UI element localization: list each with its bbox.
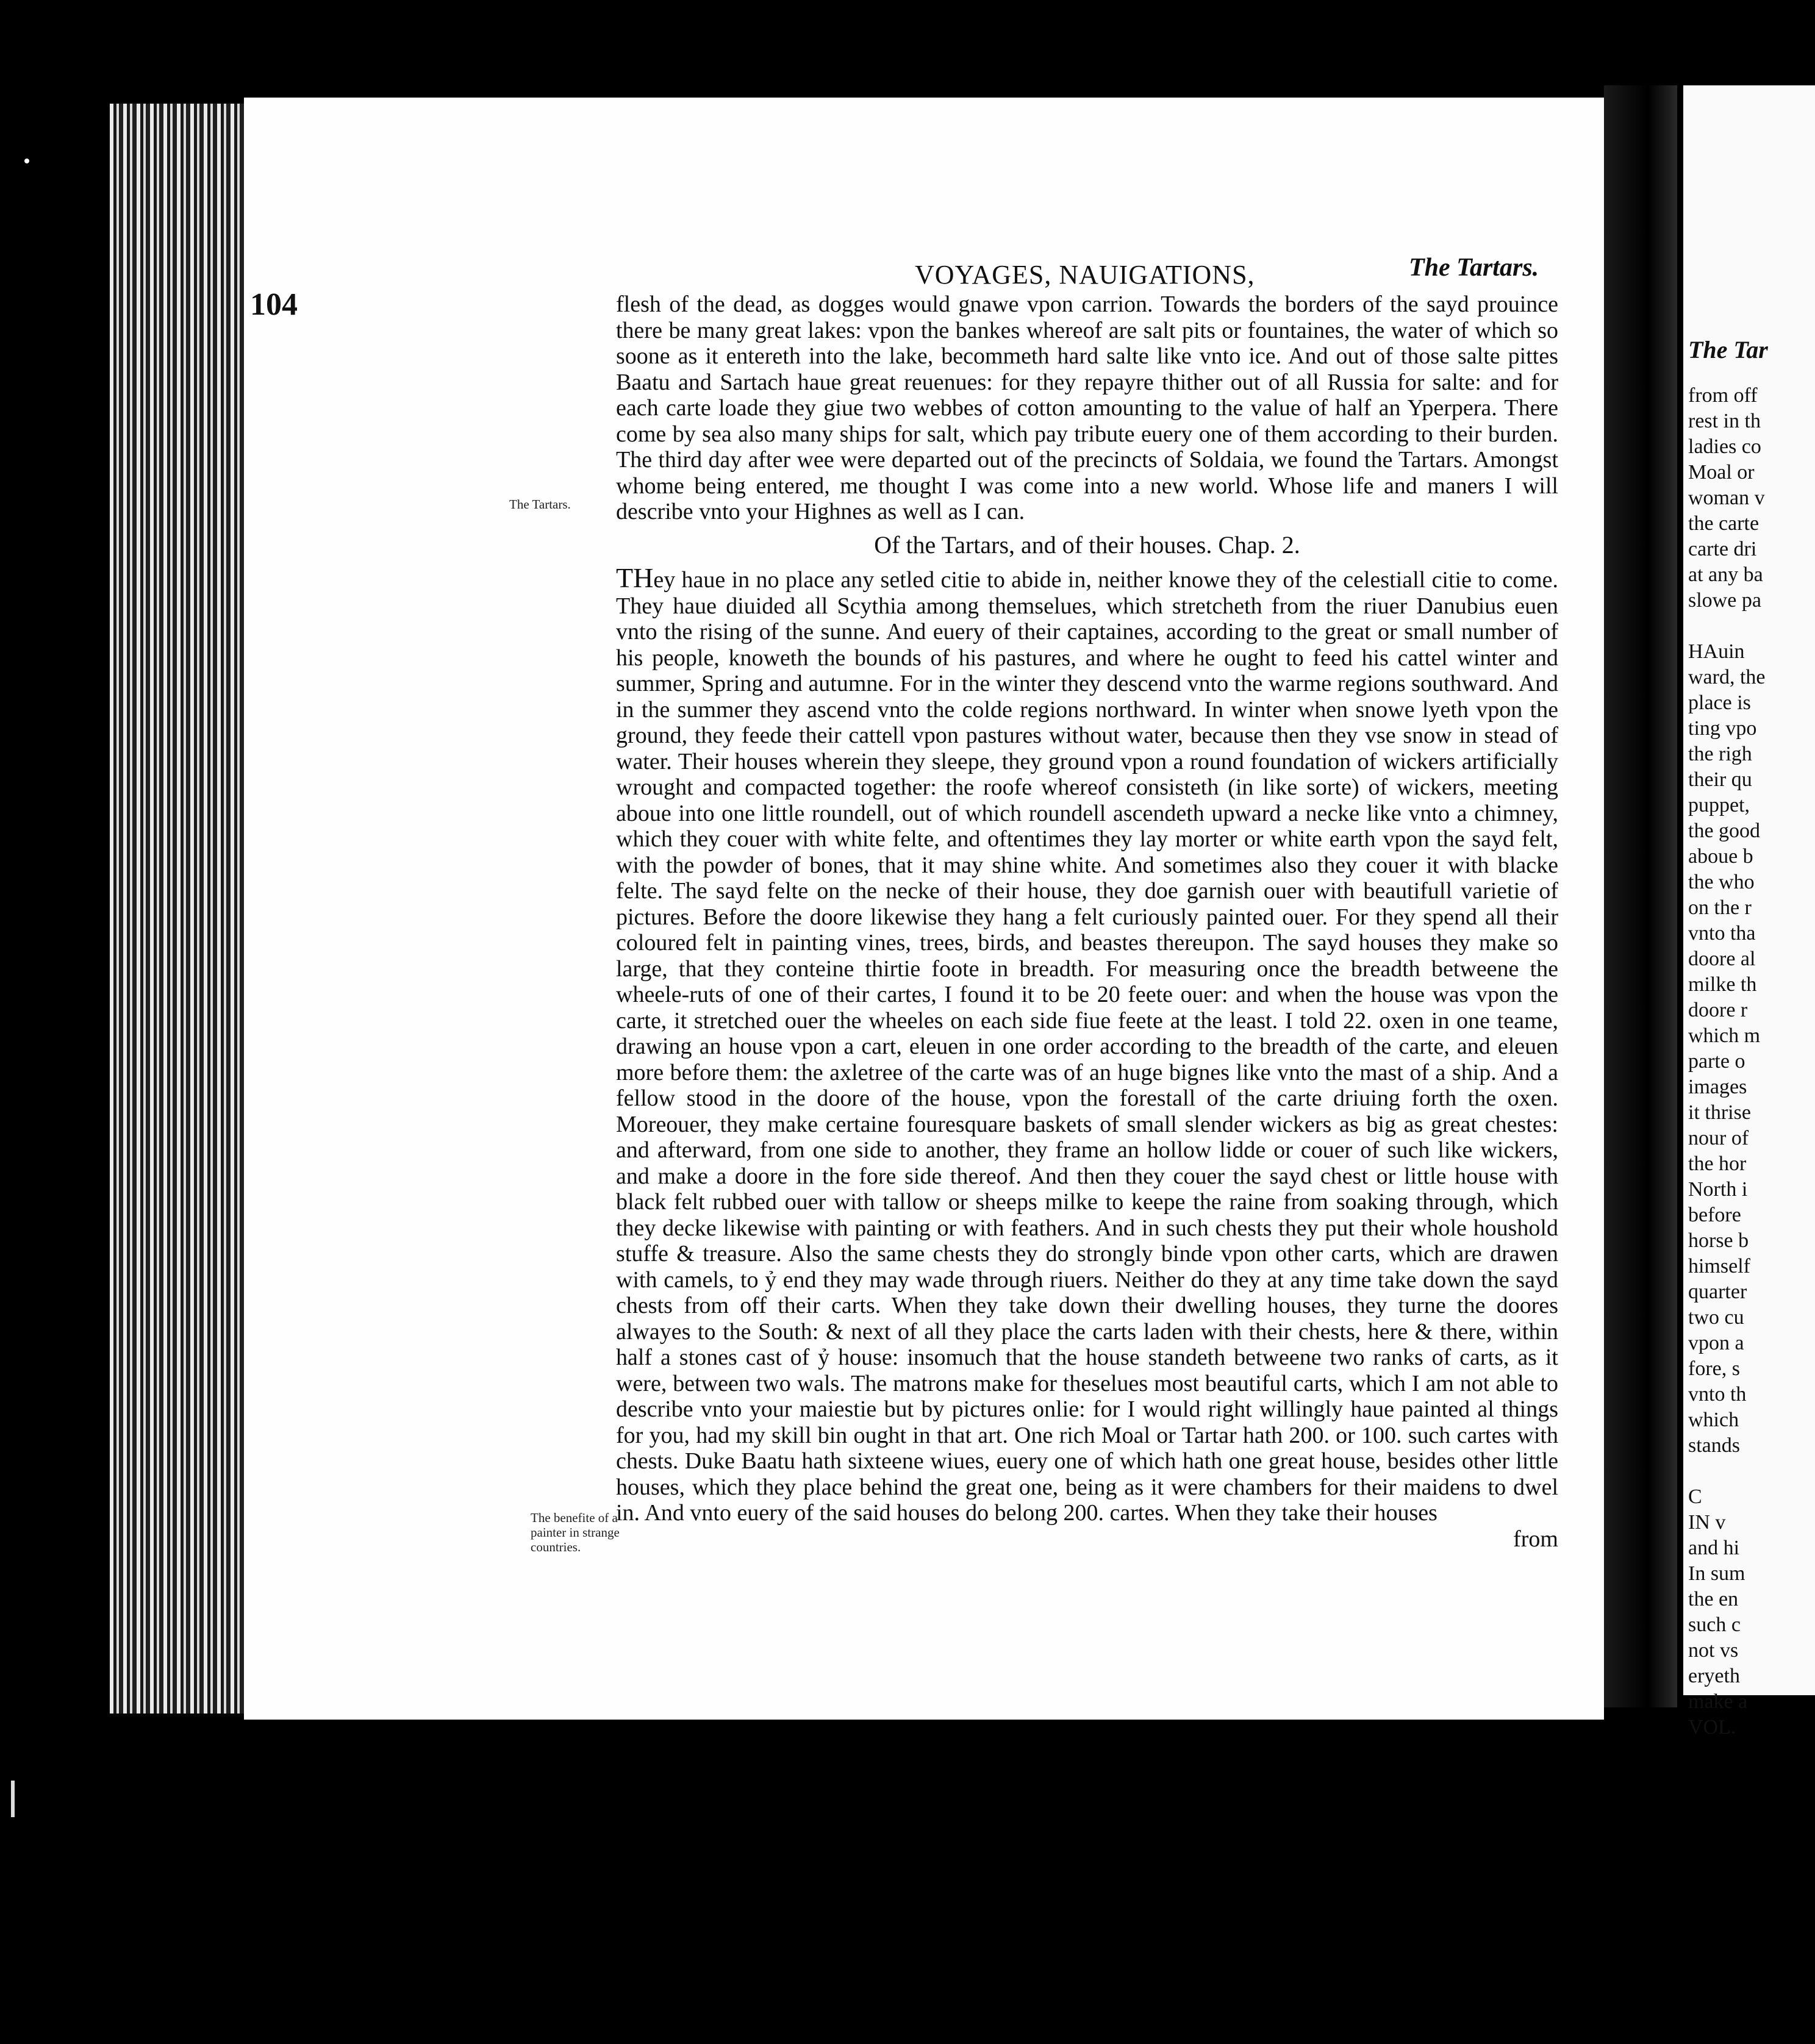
facing-line: the who <box>1688 871 1755 893</box>
main-text <box>616 291 1558 1552</box>
facing-line <box>1688 1459 1766 1484</box>
facing-running-head: The Tar <box>1688 336 1768 363</box>
facing-line: eryeth <box>1688 1665 1740 1687</box>
facing-line: doore al <box>1688 948 1756 970</box>
facing-line: vnto th <box>1688 1383 1747 1406</box>
facing-line: the good <box>1688 820 1761 842</box>
facing-line: nour of <box>1688 1127 1749 1149</box>
chapter-heading: Of the Tartars, and of their houses. Chap. 2. <box>874 531 1300 559</box>
paragraph-intro: flesh of the dead, as dogges would gnawe vpon carrion. Towards the borders of the sayd prouince there be many great lakes: vpon the bankes whereof are salt pits or fountaines, the water of which so soone as it entereth into the lake, becommeth hard salte like vnto ice. And out of those salte pittes Baatu and Sartach haue great reuenues: for they repayre thither out of all Russia for salte: and for each carte loade they giue two webbes of cotton amounting to the value of half an Yperpera. There come by sea also many ships for salt, which pay tribute euery one of them according to their burden. The third day after wee were departed out of the precincts of Soldaia, we found the Tartars. Amongst whome being entered, me thought I was come into a new world. Whose life and maners I will describe vnto your Highnes as well as I can. <box>616 291 1558 524</box>
facing-line: vpon a <box>1688 1332 1744 1354</box>
facing-line: which m <box>1688 1024 1761 1047</box>
facing-line: HAuin <box>1688 640 1745 663</box>
facing-line: doore r <box>1688 999 1748 1021</box>
page-number: 104 <box>250 287 298 322</box>
facing-line <box>1688 613 1766 639</box>
facing-line: not vs <box>1688 1639 1739 1662</box>
paragraph-chapter <box>616 562 1558 1526</box>
facing-line: horse b <box>1688 1229 1749 1252</box>
facing-line: parte o <box>1688 1050 1745 1073</box>
facing-line: at any ba <box>1688 563 1763 586</box>
facing-line: the en <box>1688 1588 1739 1610</box>
facing-line: slowe pa <box>1688 589 1761 612</box>
catchword: from <box>1513 1526 1558 1552</box>
margin-note-painter: The benefite of a painter in strange countries. <box>531 1510 620 1554</box>
running-title: VOYAGES, NAUIGATIONS, <box>915 260 1255 290</box>
facing-line: images <box>1688 1076 1747 1098</box>
facing-line: carte dri <box>1688 538 1757 560</box>
facing-line: aboue b <box>1688 845 1753 868</box>
facing-line: VOL. <box>1688 1716 1736 1738</box>
facing-line: milke th <box>1688 973 1757 996</box>
facing-line: puppet, <box>1688 794 1750 817</box>
facing-line: before <box>1688 1204 1741 1226</box>
facing-text <box>1688 383 1766 1740</box>
facing-line: North i <box>1688 1178 1748 1201</box>
facing-line: the carte <box>1688 512 1760 535</box>
margin-note-tartars: The Tartars. <box>509 497 571 512</box>
facing-line: stands <box>1688 1434 1740 1457</box>
facing-line: rest in th <box>1688 410 1761 432</box>
scan-speck <box>24 159 29 163</box>
facing-page <box>1683 85 1815 1738</box>
facing-line: fore, s <box>1688 1357 1740 1380</box>
facing-line: the hor <box>1688 1152 1747 1175</box>
facing-line: C <box>1688 1485 1702 1508</box>
facing-line: ting vpo <box>1688 717 1757 740</box>
facing-line: himself <box>1688 1255 1750 1278</box>
facing-line: make a <box>1688 1690 1748 1713</box>
facing-line: and hi <box>1688 1537 1740 1559</box>
facing-line: vnto tha <box>1688 922 1756 945</box>
facing-line: In sum <box>1688 1562 1745 1585</box>
facing-line: their qu <box>1688 768 1752 791</box>
facing-line: quarter <box>1688 1281 1747 1303</box>
facing-line: woman v <box>1688 487 1765 509</box>
facing-line: place is <box>1688 691 1751 714</box>
scan-speck <box>11 1781 15 1817</box>
facing-line: on the r <box>1688 896 1752 919</box>
facing-line: ward, the <box>1688 666 1766 688</box>
facing-line: IN v <box>1688 1511 1726 1534</box>
facing-line: it thrise <box>1688 1101 1751 1124</box>
drop-initial: TH <box>616 562 654 593</box>
facing-line: ladies co <box>1688 435 1761 458</box>
facing-line: the righ <box>1688 743 1752 765</box>
facing-line: Moal or <box>1688 461 1755 484</box>
running-head: The Tartars. <box>1409 254 1539 282</box>
facing-line: which <box>1688 1409 1739 1431</box>
paragraph-chapter-text: ey haue in no place any setled citie to abide in, neither knowe they of the celestiall citie to come. They haue diuided all Scythia among themselues, which stretcheth from the riuer Danubius euen vnto the rising of the sunne. And euery of their captaines, according to the great or small number of his people, knoweth the bounds of his pastures, and where he ought to feed his cattel winter and summer, Spring and autumne. For in the winter they descend vnto the warme regions southward. And in the summer they ascend vnto the colde regions northward. In winter when snowe lyeth vpon the ground, they feede their cattell vpon pastures without water, because then they vse snow in stead of water. Their houses wherein they sleepe, they ground vpon a round foundation of wickers artificially wrought and compacted together: the roofe whereof consisteth (in like sorte) of wickers, meeting aboue into one little roundell, out of which roundell ascendeth upward a necke like vnto a chimney, which they couer with white felte, and oftentimes they lay morter or white earth vpon the sayd felt, with the powder of bones, that it may shine white. And sometimes also they couer it with blacke felte. The sayd felte on the necke of their house, they doe garnish ouer with beautifull varietie of pictures. Before the doore likewise they hang a felt curiously painted ouer. For they spend all their coloured felt in painting vines, trees, birds, and beastes thereupon. The sayd houses they make so large, that they conteine thirtie foote in breadth. For measuring once the breadth betweene the wheele-ruts of one of their cartes, I found it to be 20 feete ouer: and when the house was vpon the carte, it stretched ouer the wheeles on each side fiue feete at the least. I told 22. oxen in one teame, drawing an house vpon a cart, eleuen in one order according to the breadth of the carte, and eleuen more before them: the axletree of the carte was of an huge bignes like vnto the mast of a ship. And a fellow stood in the doore of the house, vpon the forestall of the carte driuing forth the oxen. Moreouer, they make certaine fouresquare baskets of small slender wickers as big as great chestes: and afterward, from one side to another, they frame an hollow lidde or couer of such like wickers, and make a doore in the fore side thereof. And then they couer the sayd chest or little house with black felt rubbed ouer with tallow or sheeps milke to keepe the raine from soaking through, which they decke likewise with painting or with feathers. And in such chests they put their whole houshold stuffe & treasure. Also the same chests they do strongly binde vpon other carts, which are drawen with camels, to ỷ end they may wade through riuers. Neither do they at any time take down the sayd chests from off their carts. When they take down their dwelling houses, they turne the doores alwayes to the South: & next of all they place the carts laden with their chests, here & there, within half a stones cast of ỷ house: insomuch that the house standeth betweene two ranks of carts, as it were, between two wals. The matrons make for theselues most beautiful carts, which I am not able to describe vnto your maiestie but by pictures onlie: for I would right willingly haue painted al things for you, had my skill bin ought in that art. One rich Moal or Tartar hath 200. or 100. such cartes with chests. Duke Baatu hath sixteene wiues, euery one of which hath one great house, besides other little houses, which they place behind the great one, being as it were chambers for their maidens to dwel in. And vnto euery of the said houses do belong 200. cartes. When they take their houses <box>616 567 1558 1526</box>
facing-line: such c <box>1688 1613 1741 1636</box>
book-gutter <box>1604 85 1677 1707</box>
facing-line: two cu <box>1688 1306 1744 1329</box>
facing-line: from off <box>1688 384 1758 407</box>
